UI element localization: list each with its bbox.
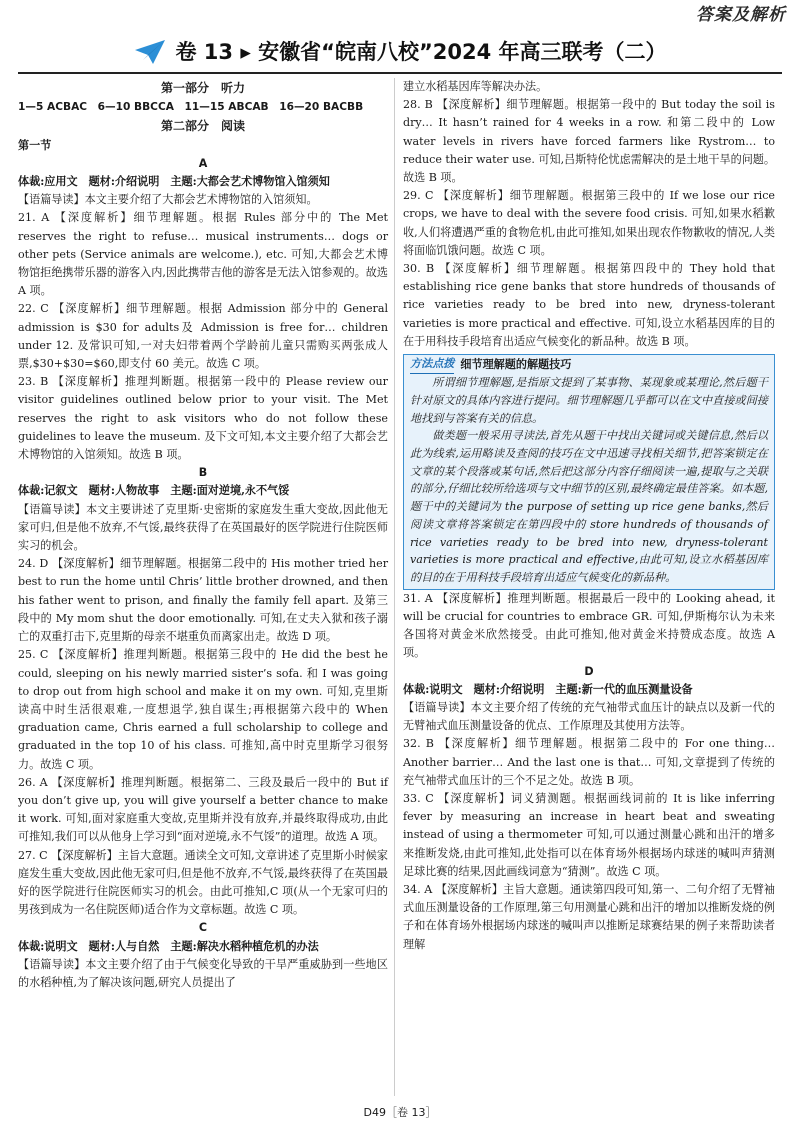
- passage-b-guide: 【语篇导读】本文主要讲述了克里斯·史密斯的家庭发生重大变故,因此他无家可归,但是他不放弃,不气馁,最终获得了在英国最好的医学院进行住院医师实习的机会。: [18, 502, 388, 553]
- passage-a-heading: A: [198, 156, 208, 170]
- answer-29: 29. C 【深度解析】细节理解题。根据第三段中的 If we lose our rice crops, we have to deal with the severe food crisis. 可知,如果水稻歉收,人们将遭遇严重的食物危机,由此可推知,如果出现农作物歉收的情况,人类将面临饥饿问题。故选 C 项。: [403, 189, 775, 257]
- answer-28: 28. B 【深度解析】细节理解题。根据第一段中的 But today the soil is dry… It hasn’t rained for 4 weeks in a row. 和第二段中的 Low water levels in rivers have forced farmers like Rystrom… to reduce their water use. 可知,吕斯特伦忧虑需解决的是土地干旱的问题。故选 B 项。: [403, 98, 775, 185]
- answer-27: 27. C 【深度解析】主旨大意题。通读全文可知,文章讲述了克里斯小时候家庭发生重大变故,因此他无家可归,但是他不放弃,不气馁,最终获得了在英国最好的医学院进行住院医师实习的机会。由此可推知,C 项(从一个无家可归的男孩到成为一名住院医师)适合作为文章标题。故选 C 项。: [18, 848, 388, 917]
- header-tag: 答案及解析: [696, 5, 786, 25]
- answer-30: 30. B 【深度解析】细节理解题。根据第四段中的 They hold that establishing rice gene banks that store hundreds of thousands of rice varieties ready to be bred into new, dryness-tolerant varieties is more practical and effective. 可知,设立水稻基因库的目的在于用科技手段培育出适应气候变化的新品种。故选 B 项。: [403, 262, 775, 348]
- passage-c-meta: 体裁:说明文 题材:人与自然 主题:解决水稻种植危机的办法: [18, 939, 319, 953]
- part2-heading: 第二部分 阅读: [160, 119, 245, 134]
- passage-d-meta: 体裁:说明文 题材:介绍说明 主题:新一代的血压测量设备: [403, 682, 693, 696]
- passage-b-heading: B: [198, 466, 208, 480]
- answer-24: 24. D 【深度解析】细节理解题。根据第二段中的 His mother tried her best to run the home until Chris’ little brother drowned, and then his father went to prison, and finally the family fell apart. 及第三段中的 My mom shut the door emotionally. 可知,在丈夫入狱和孩子溺亡的双重打击下,克里斯的母亲不堪重负而离家出走。故选 D 项。: [18, 557, 388, 644]
- passage-c-heading: C: [198, 921, 208, 935]
- answer-23: 23. B 【深度解析】推理判断题。根据第一段中的 Please review our visitor guidelines outlined below prior to your visit. The Met reserves the right to ask visitors who do not follow these guidelines to leave the museum. 及下文可知,本文主要介绍了大都会艺术博物馆的入馆须知。故选 B 项。: [18, 375, 388, 462]
- tip-header: [410, 355, 768, 374]
- part1-heading: 第一部分 听力: [160, 81, 245, 95]
- left-column: [18, 78, 388, 992]
- title-rule: [18, 72, 782, 74]
- tip-paragraph-1: 所谓细节理解题,是指原文提到了某事物、某现象或某理论,然后题干针对原文的具体内容进行提问。细节理解题几乎都可以在文中直接或间接地找到与答案有关的信息。: [410, 376, 768, 425]
- tip-paragraph-2: 做类题一般采用寻读法,首先从题干中找出关键词或关键信息,然后以此为线索,运用略读及查阅的技巧在文中迅速寻找相关细节,把答案锁定在文章的某个段落或某句话,然后把这部分内容仔细阅读一遍,提取与之关联的部分,仔细比较所给选项与文中细节的区别,最终确定最佳答案。如本题,题干中的关键词为 the purpose of setting up rice gene banks,然后阅读文章将答案锁定在第四段中的 store hundreds of thousands of rice varieties ready to be bred into new, dryness-tolerant varieties is more practical and effective,由此可知,设立水稻基因库的目的在于用科技手段培育出适应气候变化的新品种。: [410, 429, 768, 584]
- answer-22: 22. C 【深度解析】细节理解题。根据 Admission 部分中的 General admission is $30 for adults及 Admission is free for… children under 12. 及常识可知,一对夫妇带着两个学龄前儿童只需购买两张成人票,$30+$30=$60,即支付 60 美元。故选 C 项。: [18, 302, 388, 371]
- page-footer: D49［卷 13］: [363, 1105, 437, 1119]
- title-row: [60, 34, 740, 70]
- answer-26: 26. A 【深度解析】推理判断题。根据第二、三段及最后一段中的 But if you don’t give up, you will give yourself a better chance to make it work. 可知,面对家庭重大变故,克里斯并没有放弃,并最终取得成功,由此可推知,我们可以从他身上学习到“面对逆境,永不气馁”的道理。故选 A 项。: [18, 775, 388, 844]
- answer-25: 25. C 【深度解析】推理判断题。根据第三段中的 He did the best he could, sleeping on his newly married sister’s sofa. 和 I was going to drop out from high school and make it on my own. 可知,克里斯读高中时生活很艰难,一度想退学,独自谋生;再根据第六段中的 When graduation came, Chris earned a full scholarship to college and graduated in the top 10 of his class. 可推知,高中时克里斯学习很努力。故选 C 项。: [18, 648, 388, 771]
- passage-a-meta: 体裁:应用文 题材:介绍说明 主题:大都会艺术博物馆入馆须知: [18, 175, 330, 189]
- section1-heading: 第一节: [18, 138, 52, 152]
- column-divider: [394, 78, 395, 1096]
- method-tip-box: [403, 354, 775, 590]
- paper-plane-icon: [133, 38, 167, 66]
- tip-title: 细节理解题的解题技巧: [460, 357, 572, 371]
- answer-34: 34. A 【深度解析】主旨大意题。通读第四段可知,第一、二句介绍了无臂袖式血压测量设备的工作原理,第三句用测量心跳和出汗的增加以推断发烧的例子和在体育场外根据场内球迷的喊叫声以推断足球赛结果的例子来帮助读者理解: [403, 882, 775, 951]
- page-title: 卷 13 ▸ 安徽省“皖南八校”2024 年高三联考（二）: [175, 39, 667, 64]
- answer-33: 33. C 【深度解析】词义猜测题。根据画线词前的 It is like inferring fever by measuring an increase in heart beat and sweating instead of using a thermometer 可知,可以通过测量心跳和出汗的增多来推断发烧,由此可推知,此处指可以在体育场外根据场内球迷的喊叫声猜测足球比赛的结果,因此画线词意为“猜测”。故选 C 项。: [403, 791, 775, 878]
- passage-b-meta: 体裁:记叙文 题材:人物故事 主题:面对逆境,永不气馁: [18, 484, 290, 498]
- listening-answers: 1—5 ACBAC 6—10 BBCCA 11—15 ABCAB 16—20 BACBB: [18, 101, 364, 114]
- passage-a-guide: 【语篇导读】本文主要介绍了大都会艺术博物馆的入馆须知。: [18, 193, 318, 207]
- passage-c-guide-cont: 建立水稻基因库等解决办法。: [403, 80, 548, 93]
- tip-badge: 方法点拨: [410, 355, 454, 374]
- answer-21: 21. A 【深度解析】细节理解题。根据 Rules 部分中的 The Met reserves the right to refuse… musical instruments… dogs or other pets (Service animals are welcome.), etc. 可知,大都会艺术博物馆拒绝携带乐器的游客入内,因此携带吉他的游客是无法入馆参观的。故选 A 项。: [18, 211, 388, 298]
- passage-d-guide: 【语篇导读】本文主要介绍了传统的充气袖带式血压计的缺点以及新一代的无臂袖式血压测量设备的优点、工作原理及其使用方法等。: [403, 700, 775, 733]
- passage-c-guide: 【语篇导读】本文主要介绍了由于气候变化导致的干旱严重威胁到一些地区的水稻种植,为了解决该问题,研究人员提出了: [18, 957, 388, 989]
- answer-31: 31. A 【深度解析】推理判断题。根据最后一段中的 Looking ahead, it will be crucial for countries to embrace GR. 可知,伊斯梅尔认为未来各国将对黄金米欣然接受。由此可推知,他对黄金米持赞成态度。故选 A 项。: [403, 591, 775, 660]
- answer-32: 32. B 【深度解析】细节理解题。根据第二段中的 For one thing… Another barrier… And the last one is that… 可知,文章提到了传统的充气袖带式血压计的三个不足之处。故选 B 项。: [403, 737, 775, 787]
- right-column: [403, 78, 775, 954]
- passage-d-heading: D: [584, 664, 594, 678]
